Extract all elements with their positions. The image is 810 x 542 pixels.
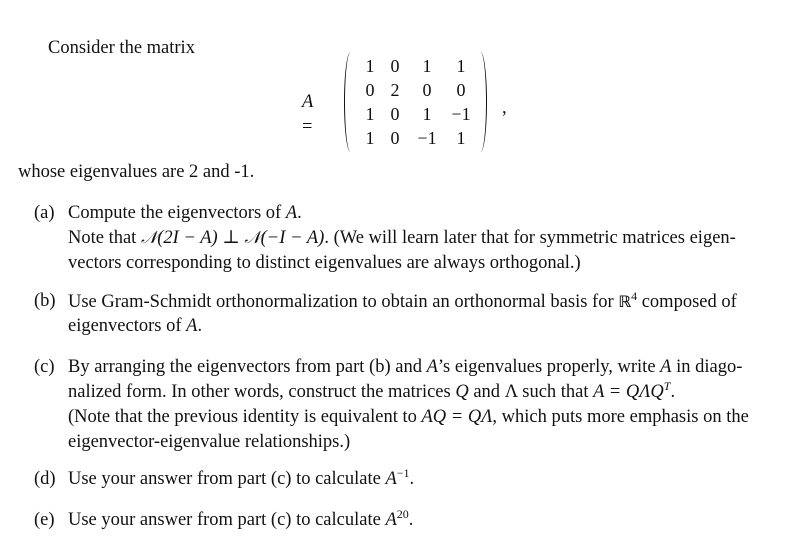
left-parenthesis xyxy=(344,52,357,152)
intro-text: Consider the matrix xyxy=(48,38,195,58)
part-b-line-2: eigenvectors of A. xyxy=(68,316,203,336)
part-a-line-1: Compute the eigenvectors of A. xyxy=(68,203,302,223)
matrix-cell: 2 xyxy=(390,80,400,100)
matrix-cell: 1 xyxy=(456,128,466,148)
part-a-line-2: Note that 𝒩(2I − A) ⊥ 𝒩(−I − A). (We will learn later that for symmetric matrices eigen- xyxy=(68,228,736,248)
part-label: (e) xyxy=(34,510,55,530)
part-c-line-1: By arranging the eigenvectors from part (b) and A’s eigenvalues properly, write A in diago- xyxy=(68,357,743,377)
matrix-cell: 0 xyxy=(456,80,466,100)
matrix-cell: 0 xyxy=(390,128,400,148)
part-c-line-3: (Note that the previous identity is equivalent to AQ = QΛ, which puts more emphasis on the xyxy=(68,407,749,427)
matrix-cell: 0 xyxy=(390,104,400,124)
matrix-grid xyxy=(358,54,476,150)
matrix-row xyxy=(358,54,476,78)
matrix-cell: 1 xyxy=(422,56,432,76)
matrix-cell: −1 xyxy=(451,104,471,124)
matrix-cell: 0 xyxy=(390,56,400,76)
part-label: (d) xyxy=(34,469,56,489)
matrix-cell: 0 xyxy=(365,80,375,100)
matrix-cell: 1 xyxy=(365,56,375,76)
matrix-comma: , xyxy=(502,98,507,118)
eigenvalue-sentence: whose eigenvalues are 2 and -1. xyxy=(18,162,255,182)
part-d-line: Use your answer from part (c) to calculate $A^{-1}$. xyxy=(68,466,415,489)
matrix-row xyxy=(358,102,476,126)
right-parenthesis xyxy=(474,52,487,152)
matrix-cell: 0 xyxy=(422,80,432,100)
matrix-row xyxy=(358,126,476,150)
matrix-row xyxy=(358,78,476,102)
matrix-cell: 1 xyxy=(365,128,375,148)
matrix-cell: −1 xyxy=(417,128,437,148)
part-b-line-1: Use Gram-Schmidt orthonormalization to obtain an orthonormal basis for ℝ$^4$ composed of xyxy=(68,289,737,312)
part-c-line-4: eigenvector-eigenvalue relationships.) xyxy=(68,432,351,452)
matrix-cell: 1 xyxy=(422,104,432,124)
part-a-line-3: vectors corresponding to distinct eigenvalues are always orthogonal.) xyxy=(68,253,581,273)
matrix-cell: 1 xyxy=(365,104,375,124)
matrix-lhs: A = xyxy=(302,92,314,137)
part-label: (b) xyxy=(34,291,56,311)
part-c-line-2: nalized form. In other words, construct the matrices Q and Λ such that $A = Q\Lambda Q^T$. xyxy=(68,379,676,402)
part-e-line: Use your answer from part (c) to calculate $A^{20}$. xyxy=(68,507,414,530)
part-label: (a) xyxy=(34,203,55,223)
part-label: (c) xyxy=(34,357,55,377)
matrix-cell: 1 xyxy=(456,56,466,76)
